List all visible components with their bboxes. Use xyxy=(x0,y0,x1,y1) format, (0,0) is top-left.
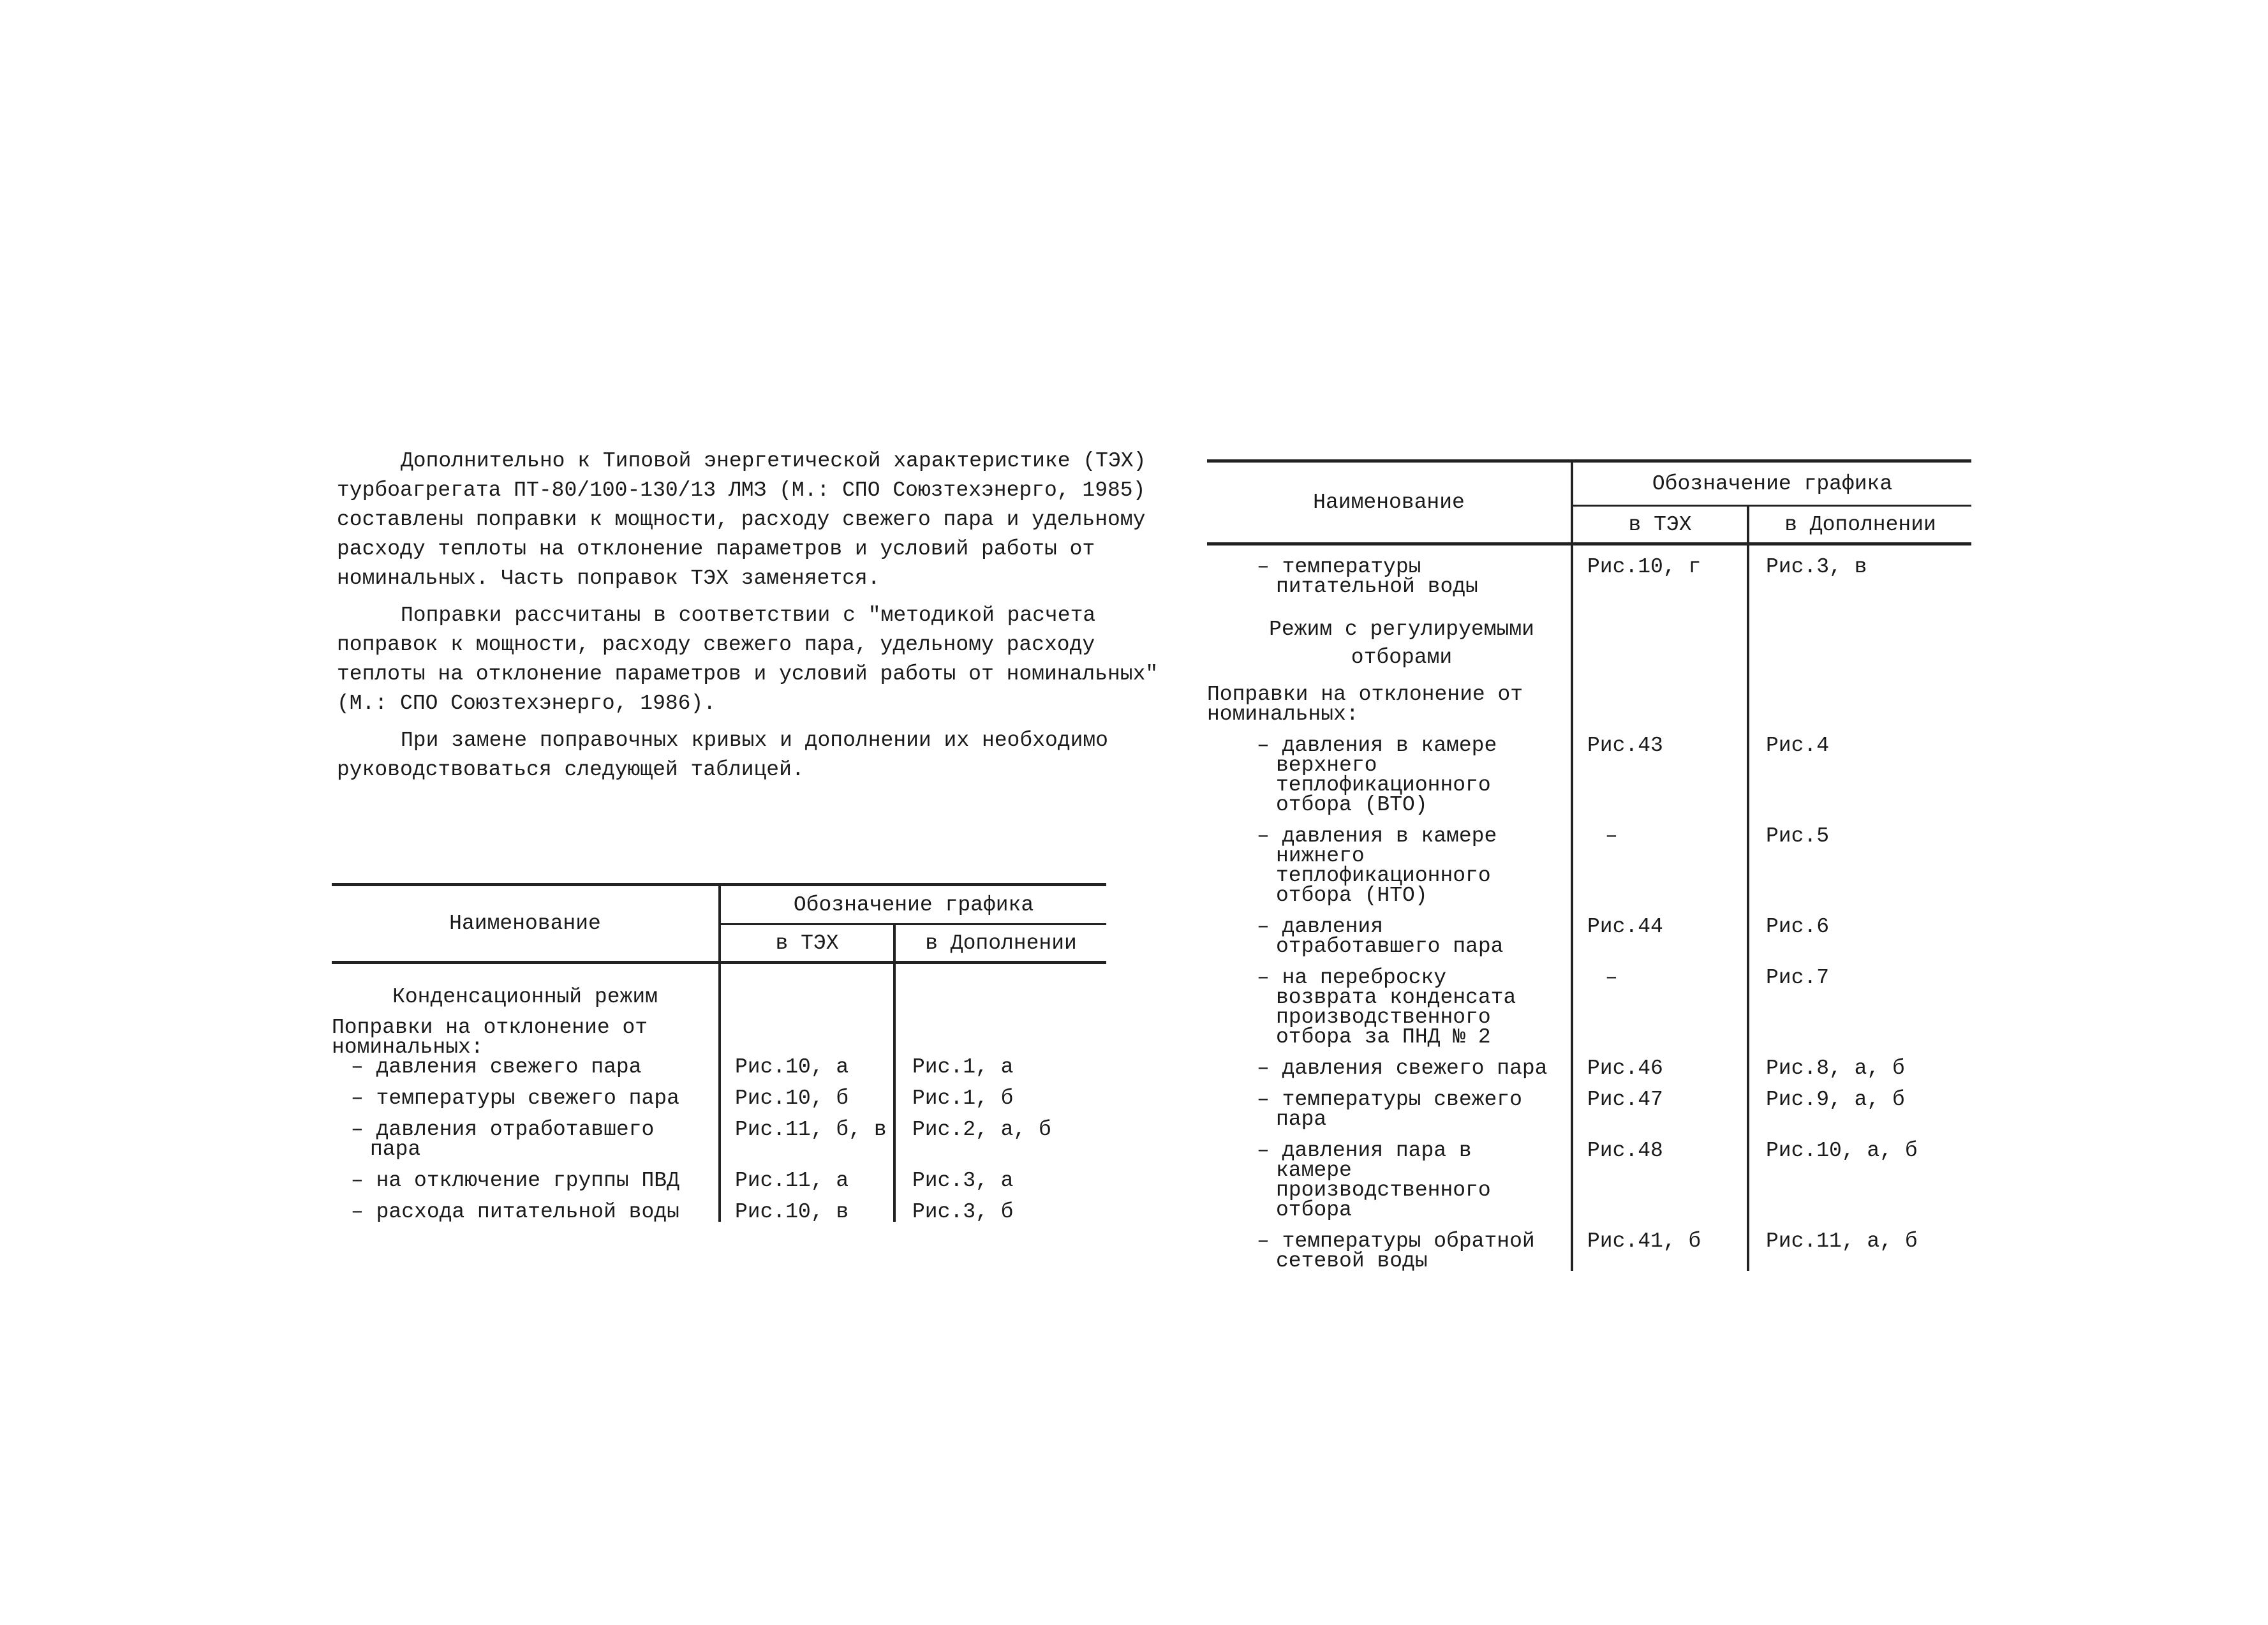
row-teh: Рис.41, б xyxy=(1572,1220,1748,1271)
table-row xyxy=(1207,1220,1971,1271)
section-title-regulated-extraction: Режим с регулируемыми отборами xyxy=(1269,618,1534,669)
row-teh: – xyxy=(1572,815,1748,905)
row-teh: Рис.11, б, в xyxy=(720,1108,894,1159)
table-row xyxy=(1207,1078,1971,1129)
row-supplement: Рис.7 xyxy=(1748,956,1971,1047)
row-name: – температуры свежего пара xyxy=(1257,1088,1522,1131)
intro-paragraph-3: При замене поправочных кривых и дополнении их необходимо руководствоваться следующей таблицей. xyxy=(337,729,1108,782)
correction-table-right xyxy=(1207,459,1971,1271)
group-title: Поправки на отклонение от номинальных: xyxy=(332,1016,648,1059)
row-supplement: Рис.5 xyxy=(1748,815,1971,905)
table-row xyxy=(1207,815,1971,905)
column-header-name: Наименование xyxy=(1207,461,1572,544)
row-supplement: Рис.11, а, б xyxy=(1748,1220,1971,1271)
row-supplement: Рис.8, а, б xyxy=(1748,1047,1971,1078)
row-name: – давления в камере нижнего теплофикационного отбора (НТО) xyxy=(1257,824,1497,907)
row-name: – давления свежего пара xyxy=(1257,1057,1548,1080)
row-teh: – xyxy=(1572,956,1748,1047)
row-teh: Рис.10, б xyxy=(720,1077,894,1108)
row-supplement: Рис.3, б xyxy=(894,1191,1106,1222)
table-row xyxy=(332,1057,1106,1077)
intro-paragraph-1: Дополнительно к Типовой энергетической характеристике (ТЭХ) турбоагрегата ПТ-80/100-130/13 ЛМЗ (М.: СПО Союзтехэнерго, 1985) составлены поправки к мощности, расходу свежего пара и удельному расходу теплоты на отклонение параметров и условий работы от номинальных. Часть поправок ТЭХ заменяется. xyxy=(337,449,1146,590)
table-row xyxy=(1207,1047,1971,1078)
row-name: – температуры обратной сетевой воды xyxy=(1257,1229,1535,1273)
table-row xyxy=(1207,905,1971,956)
row-teh: Рис.10, а xyxy=(720,1057,894,1077)
row-supplement: Рис.3, в xyxy=(1748,544,1971,597)
intro-paragraph-2: Поправки рассчитаны в соответствии с "методикой расчета поправок к мощности, расходу свежего пара, удельному расходу теплоты на отклонение параметров и условий работы от номинальных" (М.: СПО Союзтехэнерго, 1986). xyxy=(337,604,1159,715)
row-teh: Рис.44 xyxy=(1572,905,1748,956)
correction-table-left xyxy=(332,883,1106,1222)
row-name: – давления пара в камере производственного отбора xyxy=(1257,1139,1491,1222)
row-supplement: Рис.9, а, б xyxy=(1748,1078,1971,1129)
row-name: – температуры питательной воды xyxy=(1257,555,1478,598)
row-supplement: Рис.4 xyxy=(1748,724,1971,815)
row-teh: Рис.47 xyxy=(1572,1078,1748,1129)
row-name: – температуры свежего пара xyxy=(351,1087,679,1110)
table-row xyxy=(1207,544,1971,597)
intro-text xyxy=(337,447,1166,792)
column-header-designation: Обозначение графика xyxy=(1572,461,1971,506)
group-title: Поправки на отклонение от номинальных: xyxy=(1207,683,1523,726)
table-row xyxy=(1207,1129,1971,1220)
row-name: – давления отработавшего пара xyxy=(1257,915,1504,958)
row-teh: Рис.10, г xyxy=(1572,544,1748,597)
table-row xyxy=(332,1108,1106,1159)
row-supplement: Рис.10, а, б xyxy=(1748,1129,1971,1220)
table-row xyxy=(332,1191,1106,1222)
column-header-in-supplement: в Дополнении xyxy=(894,924,1106,963)
column-header-in-teh: в ТЭХ xyxy=(720,924,894,963)
row-teh: Рис.43 xyxy=(1572,724,1748,815)
section-title-condensation: Конденсационный режим xyxy=(392,985,658,1009)
table-row xyxy=(1207,956,1971,1047)
table-row xyxy=(1207,724,1971,815)
row-teh: Рис.10, в xyxy=(720,1191,894,1222)
row-name: – давления свежего пара xyxy=(351,1055,642,1079)
row-supplement: Рис.2, а, б xyxy=(894,1108,1106,1159)
row-name: – расхода питательной воды xyxy=(351,1200,679,1224)
row-teh: Рис.11, а xyxy=(720,1159,894,1191)
column-header-designation: Обозначение графика xyxy=(720,885,1106,924)
column-header-in-supplement: в Дополнении xyxy=(1748,506,1971,544)
row-supplement: Рис.1, а xyxy=(894,1057,1106,1077)
row-supplement: Рис.1, б xyxy=(894,1077,1106,1108)
row-name: – на отключение группы ПВД xyxy=(351,1169,679,1192)
table-row xyxy=(332,1077,1106,1108)
row-teh: Рис.46 xyxy=(1572,1047,1748,1078)
row-teh: Рис.48 xyxy=(1572,1129,1748,1220)
column-header-in-teh: в ТЭХ xyxy=(1572,506,1748,544)
row-name: – давления отработавшего пара xyxy=(351,1118,655,1161)
row-name: – на переброску возврата конденсата производственного отбора за ПНД № 2 xyxy=(1257,966,1516,1049)
column-header-name: Наименование xyxy=(332,885,720,963)
row-supplement: Рис.3, а xyxy=(894,1159,1106,1191)
row-supplement: Рис.6 xyxy=(1748,905,1971,956)
table-row xyxy=(332,1159,1106,1191)
row-name: – давления в камере верхнего теплофикационного отбора (ВТО) xyxy=(1257,734,1497,817)
